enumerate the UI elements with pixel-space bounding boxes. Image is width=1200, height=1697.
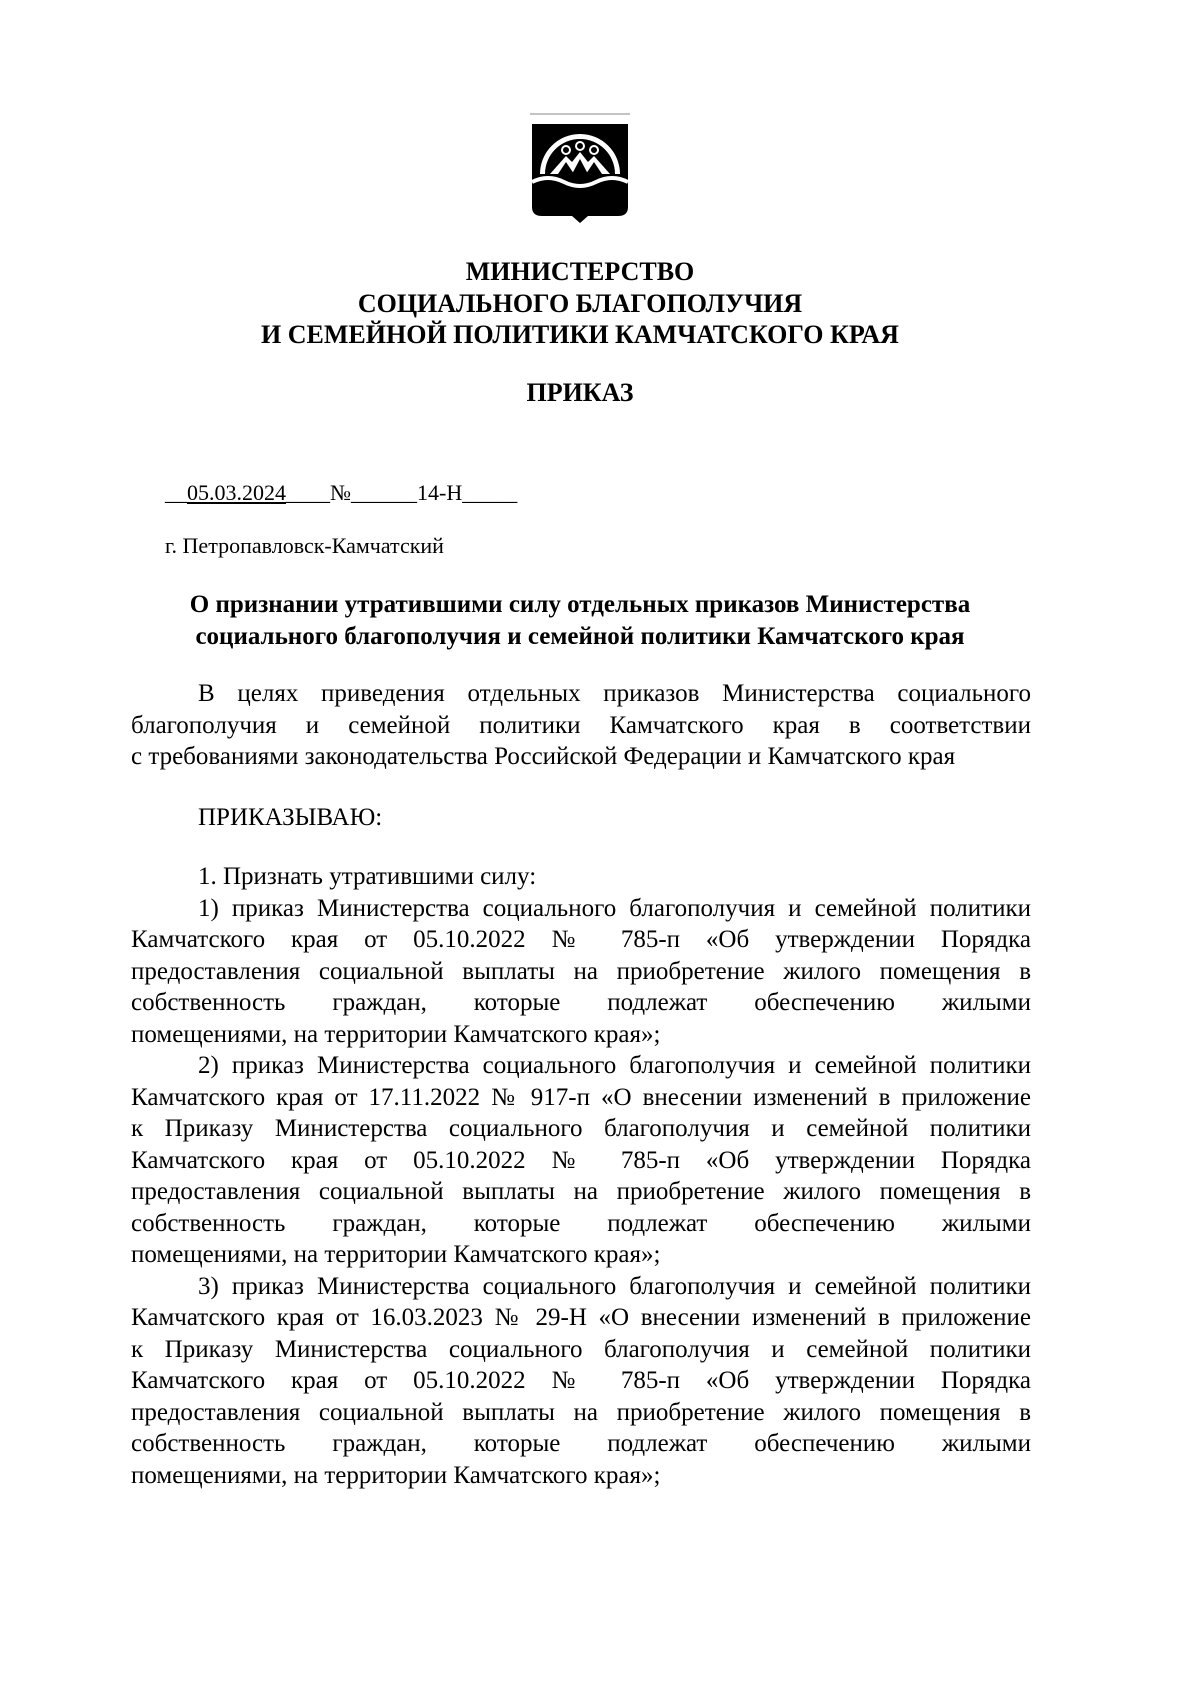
subitem-3-line: Камчатского края от 16.03.2023 № 29-Н «О внесении изменений в приложение [131, 1304, 1031, 1331]
ministry-line: И СЕМЕЙНОЙ ПОЛИТИКИ КАМЧАТСКОГО КРАЯ [261, 320, 899, 349]
subitem-2-line: помещениями, на территории Камчатского края»; [131, 1241, 661, 1268]
document-type: ПРИКАЗ [526, 378, 634, 407]
document-number: 14-Н [417, 480, 463, 505]
text-line: благополучия и семейной политики Камчатского края в соответствии [131, 711, 1031, 739]
subitem-2-line: предоставления социальной выплаты на приобретение жилого помещения в [131, 1178, 1031, 1205]
heading-line: О признании утратившими силу отдельных приказов Министерства [189, 591, 971, 618]
date-number-line: __05.03.2024____№______14-Н_____ [165, 480, 518, 505]
subitem-1-line: помещениями, на территории Камчатского края»; [131, 1020, 661, 1048]
coat-of-arms-emblem [528, 112, 632, 224]
subitem-3-line: к Приказу Министерства социального благополучия и семейной политики [131, 1335, 1031, 1363]
ministry-name [0, 256, 1160, 351]
ministry-line: СОЦИАЛЬНОГО БЛАГОПОЛУЧИЯ [357, 288, 803, 318]
subitem-1-line: предоставления социальной выплаты на приобретение жилого помещения в [131, 957, 1031, 985]
document-heading [0, 589, 1160, 652]
subitem-3-line: 3) приказ Министерства социального благополучия и семейной политики [198, 1272, 1031, 1300]
subitem-1-line: 1) приказ Министерства социального благополучия и семейной политики [198, 894, 1031, 922]
order-items [131, 861, 1031, 1491]
ministry-line: МИНИСТЕРСТВО [465, 257, 695, 286]
document-date: 05.03.2024 [187, 480, 286, 505]
subitem-3-line: предоставления социальной выплаты на приобретение жилого помещения в [131, 1398, 1031, 1426]
subitem-3-line: Камчатского края от 05.10.2022 № 785-п «Об утверждении Порядка [131, 1367, 1031, 1394]
subitem-2-line: Камчатского края от 17.11.2022 № 917-п «О внесении изменений в приложение [131, 1083, 1031, 1111]
subitem-2-line: собственность граждан, которые подлежат обеспечению жилыми [131, 1209, 1031, 1237]
subitem-2-line: к Приказу Министерства социального благополучия и семейной политики [131, 1115, 1031, 1142]
text-line: с требованиями законодательства Российской Федерации и Камчатского края [131, 743, 956, 770]
subitem-3-line: собственность граждан, которые подлежат обеспечению жилыми [131, 1430, 1031, 1457]
subitem-1-line: Камчатского края от 05.10.2022 № 785-п «Об утверждении Порядка [131, 926, 1031, 953]
subitem-1-line: собственность граждан, которые подлежат обеспечению жилыми [131, 989, 1031, 1016]
number-sign: № [330, 480, 351, 505]
subitem-2-line: 2) приказ Министерства социального благополучия и семейной политики [198, 1052, 1031, 1079]
heading-line: социального благополучия и семейной политики Камчатского края [195, 622, 965, 650]
item-1: 1. Признать утратившими силу: [198, 863, 537, 890]
order-word: ПРИКАЗЫВАЮ: [198, 804, 383, 831]
city: г. Петропавловск-Камчатский [165, 533, 444, 558]
text-line: В целях приведения отдельных приказов Министерства социального [198, 680, 1031, 707]
subitem-3-line: помещениями, на территории Камчатского края»; [131, 1461, 661, 1489]
preamble [131, 678, 1031, 773]
subitem-2-line: Камчатского края от 05.10.2022 № 785-п «Об утверждении Порядка [131, 1146, 1031, 1174]
